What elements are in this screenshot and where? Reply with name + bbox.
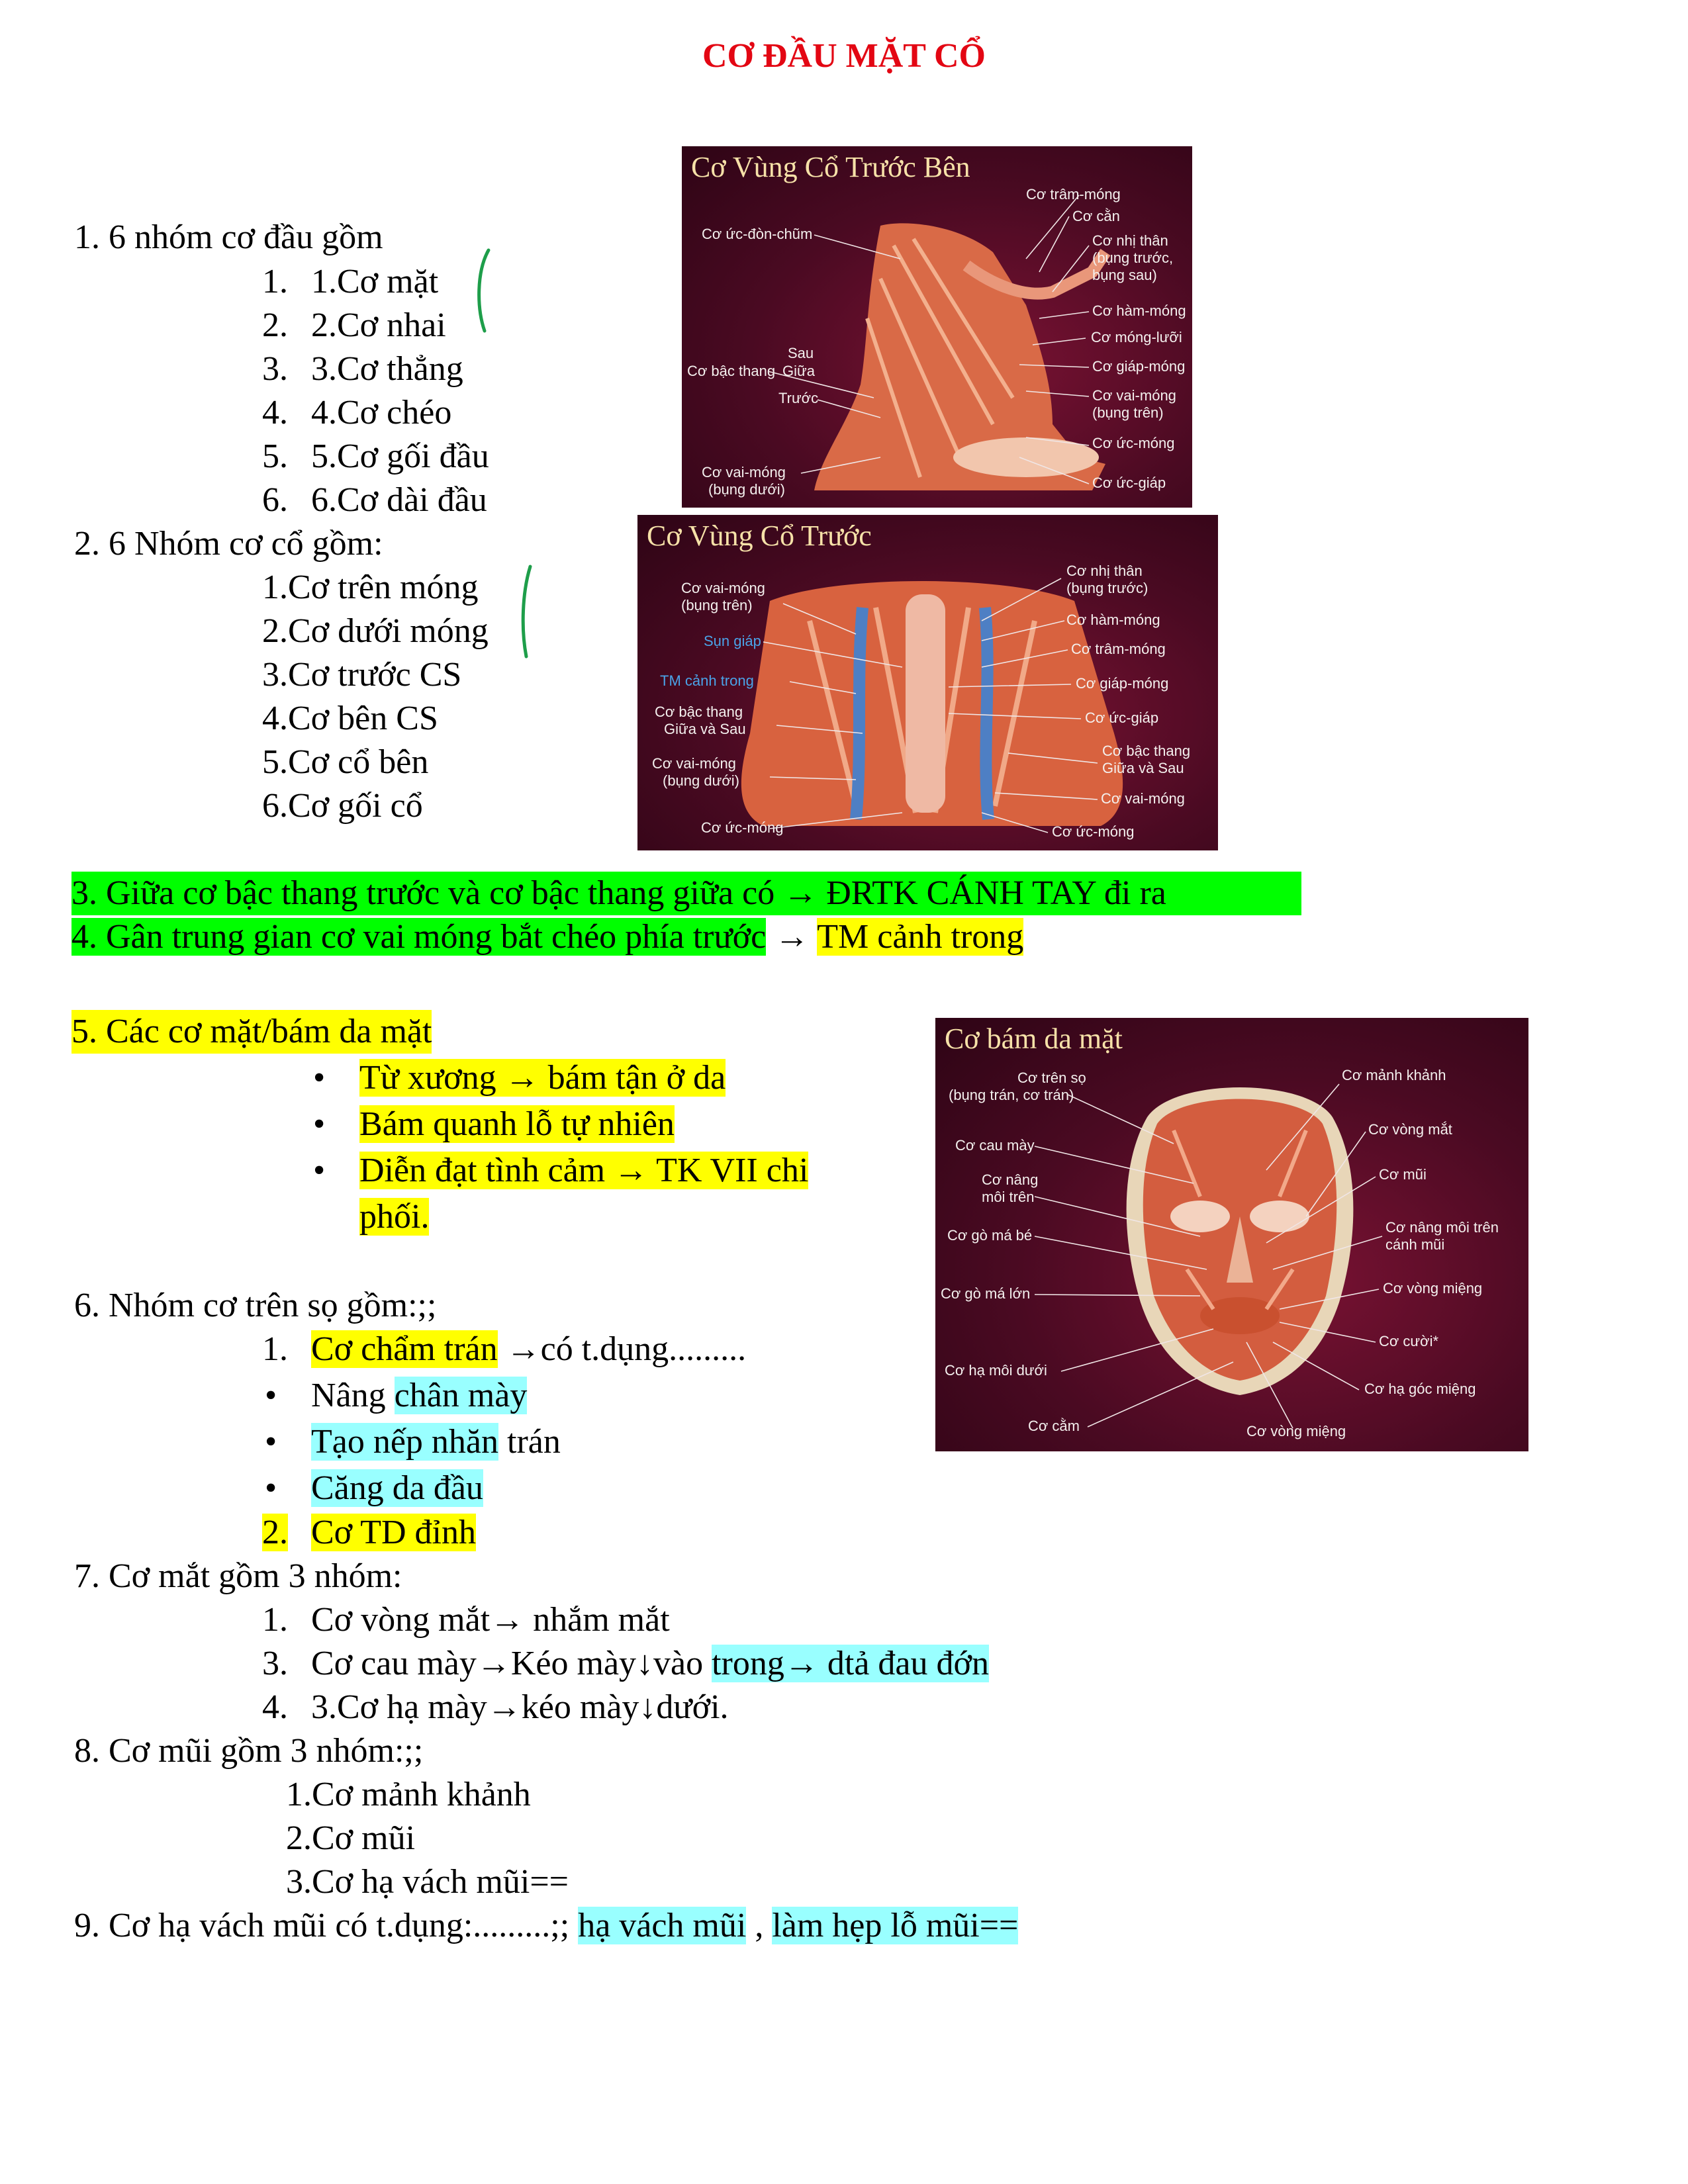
s1-num: 6. xyxy=(262,481,288,519)
label: Cơ hạ góc miệng xyxy=(1364,1381,1476,1397)
label: (bụng trên) xyxy=(1092,404,1164,421)
s6-num-text: 2. xyxy=(262,1514,288,1551)
label: Cơ gò má bé xyxy=(947,1227,1033,1244)
figure-neck-anterior xyxy=(637,515,1218,850)
label: Trước xyxy=(778,390,819,406)
label: Cơ trâm-móng xyxy=(1071,641,1166,657)
s6-item1-name: Cơ chẩm trán xyxy=(311,1330,498,1368)
label: Cơ bậc thang xyxy=(687,363,776,379)
s6-item1-rest: →có t.dụng......... xyxy=(497,1330,747,1368)
pen-bracket-mark xyxy=(470,245,496,338)
s7-item xyxy=(311,1642,989,1686)
label: (bụng trên) xyxy=(681,597,753,614)
s6-item2 xyxy=(311,1511,476,1555)
s2-item: 3.Cơ trước CS xyxy=(262,656,462,694)
figure-title: Cơ Vùng Cổ Trước xyxy=(647,520,872,552)
s7-num: 3. xyxy=(262,1645,288,1682)
label: Cơ ức-giáp xyxy=(1085,709,1159,726)
s5-bullet-text: Bám quanh lỗ tự nhiên xyxy=(359,1105,675,1143)
label: Cơ vòng mắt xyxy=(1368,1121,1452,1138)
s9-sep: , xyxy=(746,1907,773,1944)
label: Cơ trâm-móng xyxy=(1026,186,1121,203)
section4-line xyxy=(71,915,1023,959)
label: Cơ giáp-móng xyxy=(1076,675,1169,692)
section7-heading: 7. Cơ mắt gồm 3 nhóm: xyxy=(74,1557,402,1595)
label: bụng sau) xyxy=(1092,267,1157,283)
s2-item: 1.Cơ trên móng xyxy=(262,569,479,606)
label: Cơ móng-lưỡi xyxy=(1091,329,1182,345)
s1-num: 2. xyxy=(262,306,288,344)
label: (bụng dưới) xyxy=(663,772,739,789)
s1-item: 4.Cơ chéo xyxy=(311,394,452,432)
s6-bullet-text: trán xyxy=(498,1423,561,1461)
pen-bracket-mark xyxy=(513,563,539,662)
figure-title: Cơ bám da mặt xyxy=(945,1023,1123,1055)
label: Cơ ức-móng xyxy=(701,819,784,836)
s7-item: 3.Cơ hạ mày→kéo mày↓dưới. xyxy=(311,1688,729,1726)
label: Cơ mũi xyxy=(1379,1166,1427,1183)
s1-num: 1. xyxy=(262,263,288,300)
section2-heading: 2. 6 Nhóm cơ cổ gồm: xyxy=(74,525,383,563)
section9-line xyxy=(74,1904,1018,1948)
label: Cơ nhị thân xyxy=(1092,232,1168,249)
label: Cơ cằn xyxy=(1072,208,1120,224)
label: Sụn giáp xyxy=(704,633,761,649)
s6-num xyxy=(262,1511,288,1555)
s1-item: 3.Cơ thẳng xyxy=(311,350,463,388)
label: (bụng trước, xyxy=(1092,250,1174,266)
label: Giữa và Sau xyxy=(1102,760,1184,776)
label: Cơ vai-móng xyxy=(681,580,765,596)
label: môi trên xyxy=(982,1189,1035,1205)
label: (bụng trán, cơ trán) xyxy=(949,1087,1074,1103)
label: Cơ bậc thang xyxy=(1102,743,1191,759)
s6-num: 1. xyxy=(262,1330,288,1368)
s5-bullet xyxy=(359,1103,675,1146)
s2-item: 4.Cơ bên CS xyxy=(262,700,438,737)
s7-item-text: Cơ cau mày→Kéo mày↓vào xyxy=(311,1645,712,1682)
label: Giữa và Sau xyxy=(664,721,746,737)
s9-text: 9. Cơ hạ vách mũi có t.dụng:.........;; xyxy=(74,1907,579,1944)
section6-heading: 6. Nhóm cơ trên sọ gồm:;; xyxy=(74,1287,437,1324)
s1-item: 1.Cơ mặt xyxy=(311,263,439,300)
label: Sau xyxy=(788,345,814,361)
s6-bullet-hl: Tạo nếp nhăn xyxy=(311,1423,499,1461)
label: Cơ bậc thang xyxy=(655,704,743,720)
label: (bụng trước) xyxy=(1066,580,1149,596)
label: Cơ nâng môi trên xyxy=(1385,1219,1499,1236)
label: Cơ giáp-móng xyxy=(1092,358,1186,375)
s1-item: 2.Cơ nhai xyxy=(311,306,446,344)
s1-item: 5.Cơ gối đầu xyxy=(311,437,489,475)
right-eye-area xyxy=(1250,1201,1309,1232)
label: Cơ vai-móng xyxy=(1092,387,1176,404)
label: Cơ hàm-móng xyxy=(1092,302,1186,319)
s8-item: 1.Cơ mảnh khảnh xyxy=(286,1776,531,1813)
label: Cơ vai-móng xyxy=(652,755,736,772)
trachea xyxy=(906,594,945,813)
label: Cơ ức-móng xyxy=(1092,435,1175,451)
s5-bullet xyxy=(359,1149,808,1193)
s1-num: 5. xyxy=(262,437,288,475)
label: Cơ ức-giáp xyxy=(1092,475,1166,491)
s7-num: 4. xyxy=(262,1688,288,1726)
section5-heading: 5. Các cơ mặt/bám da mặt xyxy=(71,1010,432,1054)
left-eye-area xyxy=(1170,1201,1230,1232)
section3-highlight: 3. Giữa cơ bậc thang trước và cơ bậc thang giữa có → ĐRTK CÁNH TAY đi ra xyxy=(71,872,1301,915)
s9-hl2: làm hẹp lỗ mũi== xyxy=(772,1907,1019,1944)
s6-bullet-hl: Căng da đầu xyxy=(311,1469,483,1507)
s7-item-hl: trong→ dtả đau đớn xyxy=(712,1645,989,1682)
s9-hl1: hạ vách mũi xyxy=(578,1907,747,1944)
s2-item: 2.Cơ dưới móng xyxy=(262,612,489,650)
section8-heading: 8. Cơ mũi gồm 3 nhóm:;; xyxy=(74,1732,424,1770)
s8-item: 2.Cơ mũi xyxy=(286,1819,416,1857)
label: cánh mũi xyxy=(1385,1236,1445,1253)
figure-title: Cơ Vùng Cổ Trước Bên xyxy=(691,151,970,183)
s6-bullet xyxy=(311,1374,527,1418)
label: Cơ gò má lớn xyxy=(941,1285,1031,1302)
s6-bullet-text: Nâng xyxy=(311,1377,395,1414)
s5-bullet-cont xyxy=(359,1195,429,1239)
label: Cơ ức-móng xyxy=(1052,823,1135,840)
label: Cơ vai-móng xyxy=(702,464,786,480)
section4-arrow: → xyxy=(766,918,818,956)
label: Cơ hàm-móng xyxy=(1066,612,1160,628)
page-title: CƠ ĐẦU MẶT CỔ xyxy=(702,37,986,75)
label: Cơ nhị thân xyxy=(1066,563,1143,579)
s5-bullet-text: phối. xyxy=(359,1198,430,1236)
s5-bullet-text: Diễn đạt tình cảm → TK VII chi xyxy=(359,1152,809,1189)
label: Cơ hạ môi dưới xyxy=(945,1362,1047,1379)
s1-num: 4. xyxy=(262,394,288,432)
section1-heading: 1. 6 nhóm cơ đầu gồm xyxy=(74,218,383,256)
label: Cơ cười* xyxy=(1379,1333,1439,1349)
label: Cơ vai-móng xyxy=(1101,790,1185,807)
s1-item: 6.Cơ dài đầu xyxy=(311,481,487,519)
label: (bụng dưới) xyxy=(708,481,785,498)
s7-item: Cơ vòng mắt→ nhắm mắt xyxy=(311,1601,670,1639)
s5-bullet-text: Từ xương → bám tận ở da xyxy=(359,1059,726,1097)
s6-item2-text: Cơ TD đỉnh xyxy=(311,1514,477,1551)
label: Cơ nâng xyxy=(982,1171,1039,1188)
s2-item: 5.Cơ cổ bên xyxy=(262,743,429,781)
label: Cơ trên sọ xyxy=(1017,1069,1086,1086)
label: Cơ vòng miệng xyxy=(1246,1423,1346,1439)
s5-bullet xyxy=(359,1056,726,1100)
s8-item: 3.Cơ hạ vách mũi== xyxy=(286,1863,569,1901)
label: TM cảnh trong xyxy=(660,672,754,689)
s1-num: 3. xyxy=(262,350,288,388)
label: Cơ mảnh khảnh xyxy=(1342,1067,1446,1083)
label: Cơ vòng miệng xyxy=(1383,1280,1483,1297)
section4-target: TM cảnh trong xyxy=(817,918,1024,956)
s7-num: 1. xyxy=(262,1601,288,1639)
section4-text: 4. Gân trung gian cơ vai móng bắt chéo phía trước xyxy=(71,918,767,956)
s6-bullet xyxy=(311,1467,483,1510)
label: Giữa xyxy=(782,363,815,379)
s2-item: 6.Cơ gối cổ xyxy=(262,787,423,825)
figure-neck-anterolateral xyxy=(682,146,1192,508)
mouth-area xyxy=(1200,1297,1280,1334)
s6-item1 xyxy=(311,1328,746,1371)
label: Cơ ức-đòn-chũm xyxy=(702,226,813,242)
s6-bullet xyxy=(311,1420,561,1464)
label: Cơ cau mày xyxy=(955,1137,1035,1154)
label: Cơ cằm xyxy=(1028,1418,1080,1434)
figure-facial-muscles xyxy=(935,1018,1528,1451)
s6-bullet-hl: chân mày xyxy=(394,1377,528,1414)
